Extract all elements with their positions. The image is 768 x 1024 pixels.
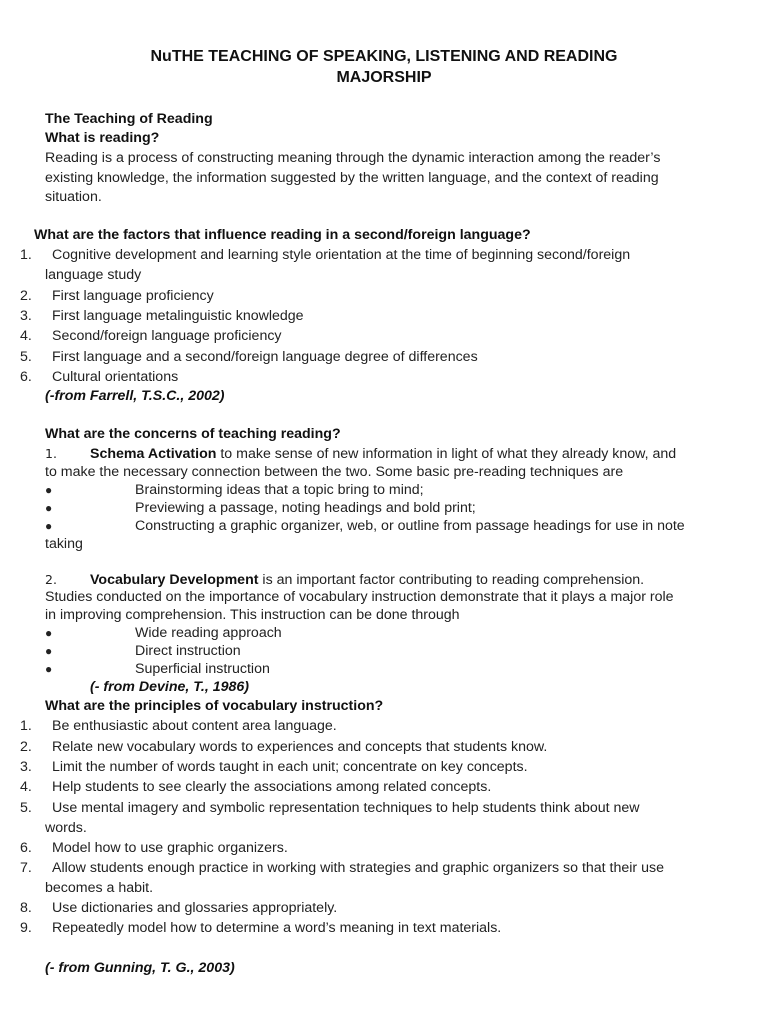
principle-list-item (20, 737, 710, 757)
bullet-item (45, 660, 745, 678)
principle-list-item (20, 798, 710, 839)
bullet-continuation: taking (45, 536, 83, 552)
factor-list-item (20, 286, 710, 306)
bullet-glyph: ● (45, 662, 53, 676)
bullet-item (45, 642, 745, 660)
concern-number: 1. (45, 446, 57, 461)
list-text: Model how to use graphic organizers. (52, 840, 288, 856)
bullet-text: Constructing a graphic organizer, web, or outline from passage headings for use in note (135, 518, 685, 534)
bullet-text: Wide reading approach (135, 625, 282, 641)
list-number: 5. (20, 800, 32, 816)
concern-1-term: Schema Activation (90, 446, 217, 462)
principle-list-item (20, 757, 710, 777)
citation-devine: (- from Devine, T., 1986) (90, 679, 249, 695)
list-text: Use dictionaries and glossaries appropriately. (52, 900, 338, 916)
definition-line-3: situation. (45, 189, 102, 205)
bullet-text: Superficial instruction (135, 661, 270, 677)
citation-gunning: (- from Gunning, T. G., 2003) (45, 960, 235, 976)
list-continuation: becomes a habit. (45, 880, 154, 897)
concern-1-line-2: to make the necessary connection between the two. Some basic pre-reading techniques are (45, 464, 624, 480)
list-number: 5. (20, 349, 32, 365)
bullet-text: Previewing a passage, noting headings and bold print; (135, 500, 476, 516)
list-text: Repeatedly model how to determine a word’s meaning in text materials. (52, 920, 502, 936)
principle-list-item (20, 858, 710, 899)
list-number: 1. (20, 718, 32, 734)
list-number: 6. (20, 369, 32, 385)
list-text: Second/foreign language proficiency (52, 328, 282, 344)
factor-list-item (20, 367, 710, 387)
concern-2-text: is an important factor contributing to reading comprehension. (258, 572, 645, 588)
question-factors: What are the factors that influence reading in a second/foreign language? (34, 227, 531, 243)
definition-line-1: Reading is a process of constructing meaning through the dynamic interaction among the reader’s (45, 150, 661, 166)
principle-list-item (20, 838, 710, 858)
concern-number: 2. (45, 572, 57, 587)
factor-list-item (20, 306, 710, 326)
list-number: 4. (20, 328, 32, 344)
list-text: First language proficiency (52, 288, 214, 304)
factor-list-item (20, 326, 710, 346)
bullet-item (45, 499, 745, 517)
concern-2-term: Vocabulary Development (90, 572, 259, 588)
list-number: 2. (20, 288, 32, 304)
list-text: First language and a second/foreign language degree of differences (52, 349, 478, 365)
principle-list-item (20, 716, 710, 736)
list-continuation: language study (45, 267, 142, 284)
list-number: 3. (20, 759, 32, 775)
page-title-line-1: NuTHE TEACHING OF SPEAKING, LISTENING AND READING (150, 48, 618, 65)
factor-list-item (20, 347, 710, 367)
list-text: Use mental imagery and symbolic representation techniques to help students think about new (52, 800, 640, 816)
bullet-text: Brainstorming ideas that a topic bring to mind; (135, 482, 424, 498)
list-text: Cognitive development and learning style orientation at the time of beginning second/foreign (52, 247, 631, 263)
list-number: 6. (20, 840, 32, 856)
question-what-is-reading: What is reading? (45, 130, 160, 146)
section-heading: The Teaching of Reading (45, 111, 213, 127)
concern-1-text: to make sense of new information in light of what they already know, and (216, 446, 677, 462)
bullet-glyph: ● (45, 483, 53, 497)
list-text: Cultural orientations (52, 369, 179, 385)
bullet-glyph: ● (45, 644, 53, 658)
list-text: Limit the number of words taught in each unit; concentrate on key concepts. (52, 759, 528, 775)
principle-list-item (20, 777, 710, 797)
bullet-item (45, 624, 745, 642)
principle-list-item (20, 918, 710, 938)
bullet-glyph: ● (45, 626, 53, 640)
list-text: Be enthusiastic about content area language. (52, 718, 337, 734)
list-number: 8. (20, 900, 32, 916)
list-number: 4. (20, 779, 32, 795)
list-number: 7. (20, 860, 32, 876)
list-number: 2. (20, 739, 32, 755)
bullet-glyph: ● (45, 519, 53, 533)
list-text: Help students to see clearly the associations among related concepts. (52, 779, 492, 795)
principle-list-item (20, 898, 710, 918)
page-title (0, 46, 768, 88)
concern-2-line-3: in improving comprehension. This instruction can be done through (45, 607, 460, 623)
list-continuation: words. (45, 820, 87, 837)
factor-list-item (20, 245, 710, 286)
list-number: 3. (20, 308, 32, 324)
concern-1-line-1 (45, 444, 735, 465)
bullet-text: Direct instruction (135, 643, 241, 659)
question-concerns: What are the concerns of teaching reading? (45, 426, 341, 442)
definition-line-2: existing knowledge, the information suggested by the written language, and the context of reading (45, 170, 659, 186)
list-text: First language metalinguistic knowledge (52, 308, 304, 324)
list-number: 1. (20, 247, 32, 263)
bullet-glyph: ● (45, 501, 53, 515)
list-text: Allow students enough practice in working with strategies and graphic organizers so that their use (52, 860, 664, 876)
page-title-line-2: MAJORSHIP (336, 69, 432, 86)
concern-2-line-2: Studies conducted on the importance of vocabulary instruction demonstrate that it plays a major role (45, 589, 674, 605)
citation-farrell: (-from Farrell, T.S.C., 2002) (45, 388, 225, 404)
question-principles: What are the principles of vocabulary instruction? (45, 698, 384, 714)
list-text: Relate new vocabulary words to experiences and concepts that students know. (52, 739, 548, 755)
bullet-item (45, 481, 745, 499)
bullet-item (45, 517, 745, 535)
list-number: 9. (20, 920, 32, 936)
